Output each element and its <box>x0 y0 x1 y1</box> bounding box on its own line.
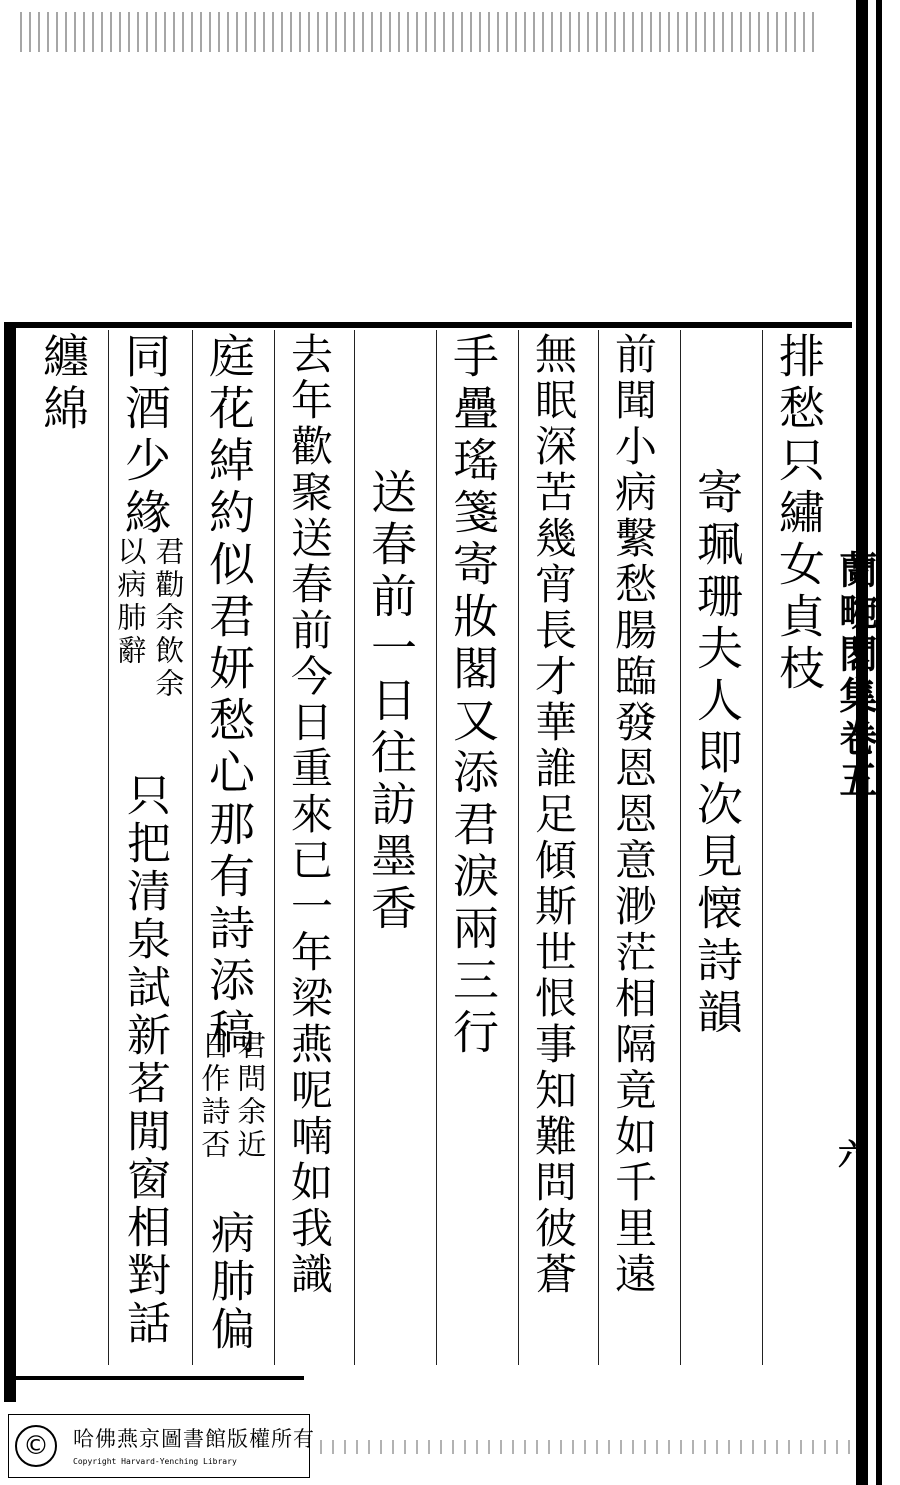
copyright-line-chinese: 哈佛燕京圖書館版權所有 <box>73 1427 315 1451</box>
annotation-9-right: 君勸余飲余 <box>151 536 186 701</box>
copyright-line-english: Copyright Harvard-Yenching Library <box>73 1457 237 1466</box>
copyright-stamp <box>8 1414 315 1478</box>
column-rule <box>680 330 681 1365</box>
text-column-5: 手疊瑤箋寄妝閣又添君淚兩三行 <box>446 332 500 1060</box>
column-rule <box>108 330 109 1365</box>
running-head: 蘭畹閣集卷五 <box>833 550 878 802</box>
scan-noise-top <box>20 12 820 52</box>
scan-noise-bottom <box>320 1440 860 1454</box>
annotation-9-left: 以病肺辭 <box>113 536 148 668</box>
column-rule <box>762 330 763 1365</box>
column-rule <box>354 330 355 1365</box>
column-rule <box>598 330 599 1365</box>
poem-title-2: 送春前一日往訪墨香 <box>364 468 418 936</box>
text-column-8b: 病肺偏 <box>203 1210 254 1354</box>
text-column-8a: 庭花綽約似君妍愁心那有詩添稿 <box>202 332 256 1060</box>
annotation-8-right: 君問余近 <box>233 1030 268 1162</box>
bottom-border <box>4 1376 304 1380</box>
text-column-1: 排愁只繡女貞枝 <box>772 332 826 696</box>
text-column-7: 去年歡聚送春前今日重來已一年梁燕呢喃如我識 <box>285 332 334 1298</box>
text-column-9b: 只把清泉試新茗閒窗相對話 <box>119 772 170 1348</box>
poem-title-1: 寄珮珊夫人即次見懐詩韻 <box>690 468 744 1040</box>
top-border-rule <box>8 322 863 328</box>
column-rule <box>274 330 275 1365</box>
column-rule <box>518 330 519 1365</box>
left-border <box>4 322 16 1402</box>
copyright-icon: © <box>15 1425 57 1467</box>
text-column-4: 無眠深苦幾宵長才華誰足傾斯世恨事知難問彼蒼 <box>529 332 578 1298</box>
column-rule <box>436 330 437 1365</box>
annotation-8-left: 日作詩否 <box>197 1030 232 1162</box>
text-column-9a: 同酒少緣 <box>118 332 172 540</box>
text-column-10: 纏綿 <box>36 332 90 436</box>
page-number: 六 <box>838 1138 868 1173</box>
text-column-3: 前聞小病繫愁腸臨發恩恩意渺茫相隔竟如千里遠 <box>609 332 658 1298</box>
column-rule <box>192 330 193 1365</box>
